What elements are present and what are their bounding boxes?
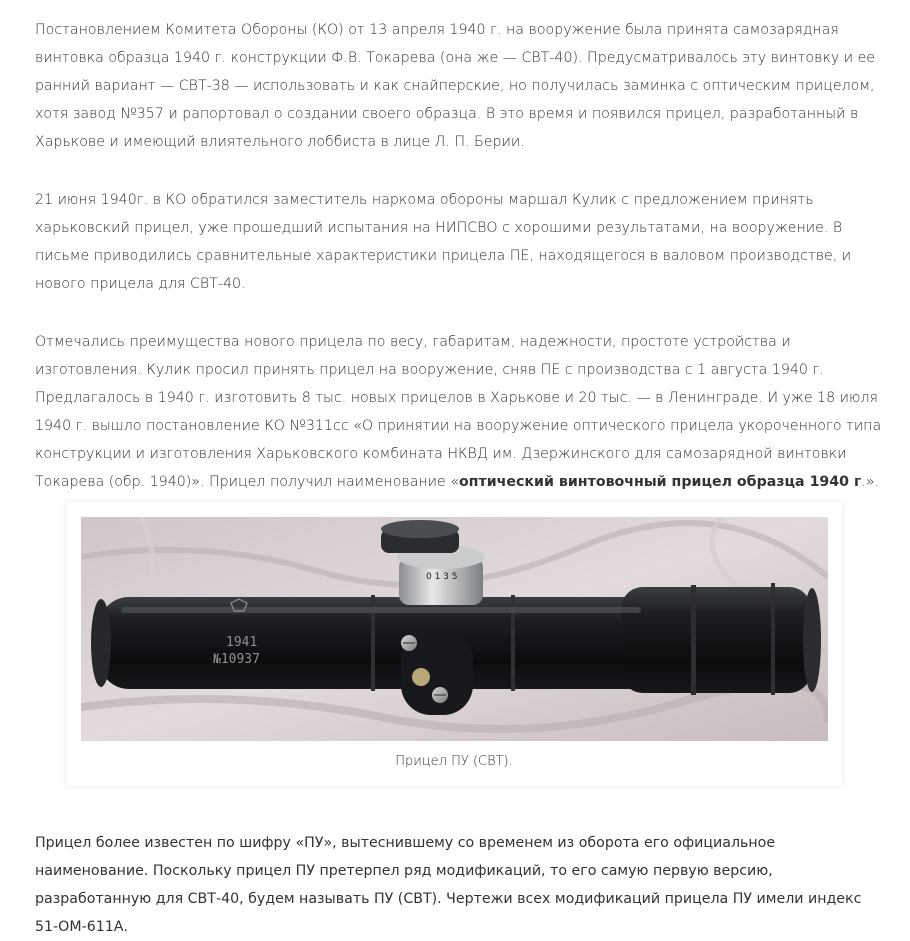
scope-official-name: оптический винтовочный прицел образца 1940 г <box>458 474 862 490</box>
figure-caption: Прицел ПУ (СВТ). <box>395 754 513 769</box>
paragraph-1: Постановлением Комитета Обороны (КО) от 13 апреля 1940 г. на вооружение была принята самозарядная винтовка образца 1940 г. конструкции Ф.В. Токарева (она же — СВТ-40). Предусматривалось эту винтовку и ее ранний вариант — СВТ-38 — использовать и как снайперские, но получилась заминка с оптическим прицелом, хотя завод №357 и рапортовал о создании своего образца. В это время и появился прицел, разработанный в Харькове и имеющий влиятельного лоббиста в лице Л. П. Берии. <box>35 22 876 150</box>
turret-scale-label: 0 1 3 5 <box>426 572 458 582</box>
paragraph-3-end: .». <box>861 474 880 490</box>
paragraph-4: Прицел более известен по шифру «ПУ», вытеснившему со временем из оборота его официальное наименование. Поскольку прицел ПУ претерпел ряд модификаций, то его самую первую версию, разработанную для СВТ-40, будем называть ПУ (СВТ). Чертежи всех модификаций прицела ПУ имели индекс 51-ОМ-611А. <box>35 835 862 936</box>
figure <box>66 502 842 786</box>
engraving-serial: №10937 <box>213 652 260 667</box>
paragraph-3-text: Отмечались преимущества нового прицела по весу, габаритам, надежности, простоте устройства и изготовления. Кулик просил принять прицел на вооружение, сняв ПЕ с производства с 1 августа 1940 г. Предлагалось в 1940 г. изготовить 8 тыс. новых прицелов в Харькове и 20 тыс. — в Ленинграде. И уже 18 июля 1940 г. вышло постановление КО №311сс «О принятии на вооружение оптического прицела укороченного типа конструкции и изготовления Харьковского комбината НКВД им. Дзержинского для самозарядной винтовки Токарева (обр. 1940)». Прицел получил наименование « <box>35 334 882 490</box>
paragraph-3 <box>35 328 885 496</box>
article-body <box>35 16 885 496</box>
paragraph-2: 21 июня 1940г. в КО обратился заместитель наркома обороны маршал Кулик с предложением принять харьковский прицел, уже прошедший испытания на НИПСВО с хорошими результатами, на вооружение. В письме приводились сравнительные характеристики прицела ПЕ, находящегося в валовом производстве, и нового прицела для СВТ-40. <box>35 192 852 292</box>
scope-photo <box>81 517 828 741</box>
engraving-year: 1941 <box>226 635 258 650</box>
scope-photo-drawing <box>81 517 828 741</box>
